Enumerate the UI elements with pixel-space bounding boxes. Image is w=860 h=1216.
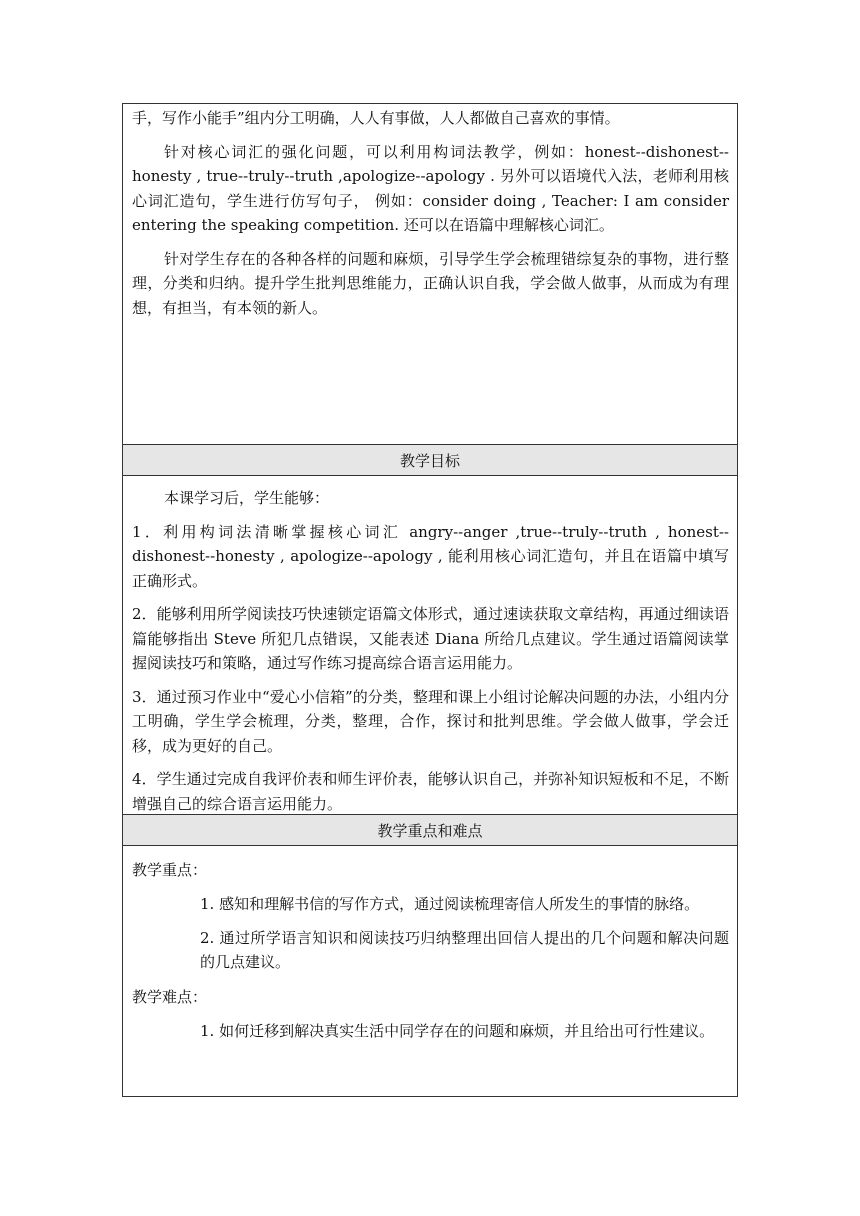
goals-section [123,476,737,814]
goals-header: 教学目标 [123,444,737,476]
key-points-section [123,846,737,1096]
goal-item: 1．利用构词法清晰掌握核心词汇 angry--anger ,true--truly--truth , honest--dishonest--honesty , apologize--apology , 能利用核心词汇造句，并且在语篇中填写正确形式。 [132,522,729,590]
difficulty-item: 1. 如何迁移到解决真实生活中同学存在的问题和麻烦，并且给出可行性建议。 [200,1021,715,1040]
goals-intro: 本课学习后，学生能够： [164,489,330,507]
key-points-header: 教学重点和难点 [123,814,737,846]
focus-item: 2. 通过所学语言知识和阅读技巧归纳整理出回信人提出的几个问题和解决问题的几点建议。 [200,928,729,971]
paragraph: 手，写作小能手”组内分工明确，人人有事做，人人都做自己喜欢的事情。 [132,109,620,127]
strategy-section [123,104,737,444]
paragraph: 针对学生存在的各种各样的问题和麻烦，引导学生学会梳理错综复杂的事物，进行整理，分类和归纳。提升学生批判思维能力，正确认识自我，学会做人做事，从而成为有理想，有担当，有本领的新人。 [132,249,729,317]
lesson-plan-table [122,103,738,1097]
goal-item: 4．学生通过完成自我评价表和师生评价表，能够认识自己，并弥补知识短板和不足，不断增强自己的综合语言运用能力。 [132,770,729,813]
goal-item: 3．通过预习作业中“爱心小信箱”的分类，整理和课上小组讨论解决问题的办法，小组内分工明确，学生学会梳理，分类，整理，合作，探讨和批判思维。学会做人做事，学会迁移，成为更好的自己。 [132,687,729,755]
focus-label: 教学重点： [132,861,208,879]
paragraph: 针对核心词汇的强化问题，可以利用构词法教学，例如：honest--dishonest--honesty , true--truly--truth ,apologize--apology . 另外可以语境代入法，老师利用核心词汇造句，学生进行仿写句子， 例如：consider doing , Teacher: I am consider entering the speaking competition. 还可以在语篇中理解核心词汇。 [132,142,729,234]
goal-item: 2．能够利用所学阅读技巧快速锁定语篇文体形式，通过速读获取文章结构，再通过细读语篇能够指出 Steve 所犯几点错误，又能表述 Diana 所给几点建议。学生通过语篇阅读掌握阅读技巧和策略，通过写作练习提高综合语言运用能力。 [132,605,729,672]
difficulty-label: 教学难点： [132,987,208,1006]
focus-item: 1. 感知和理解书信的写作方式，通过阅读梳理寄信人所发生的事情的脉络。 [200,895,700,913]
